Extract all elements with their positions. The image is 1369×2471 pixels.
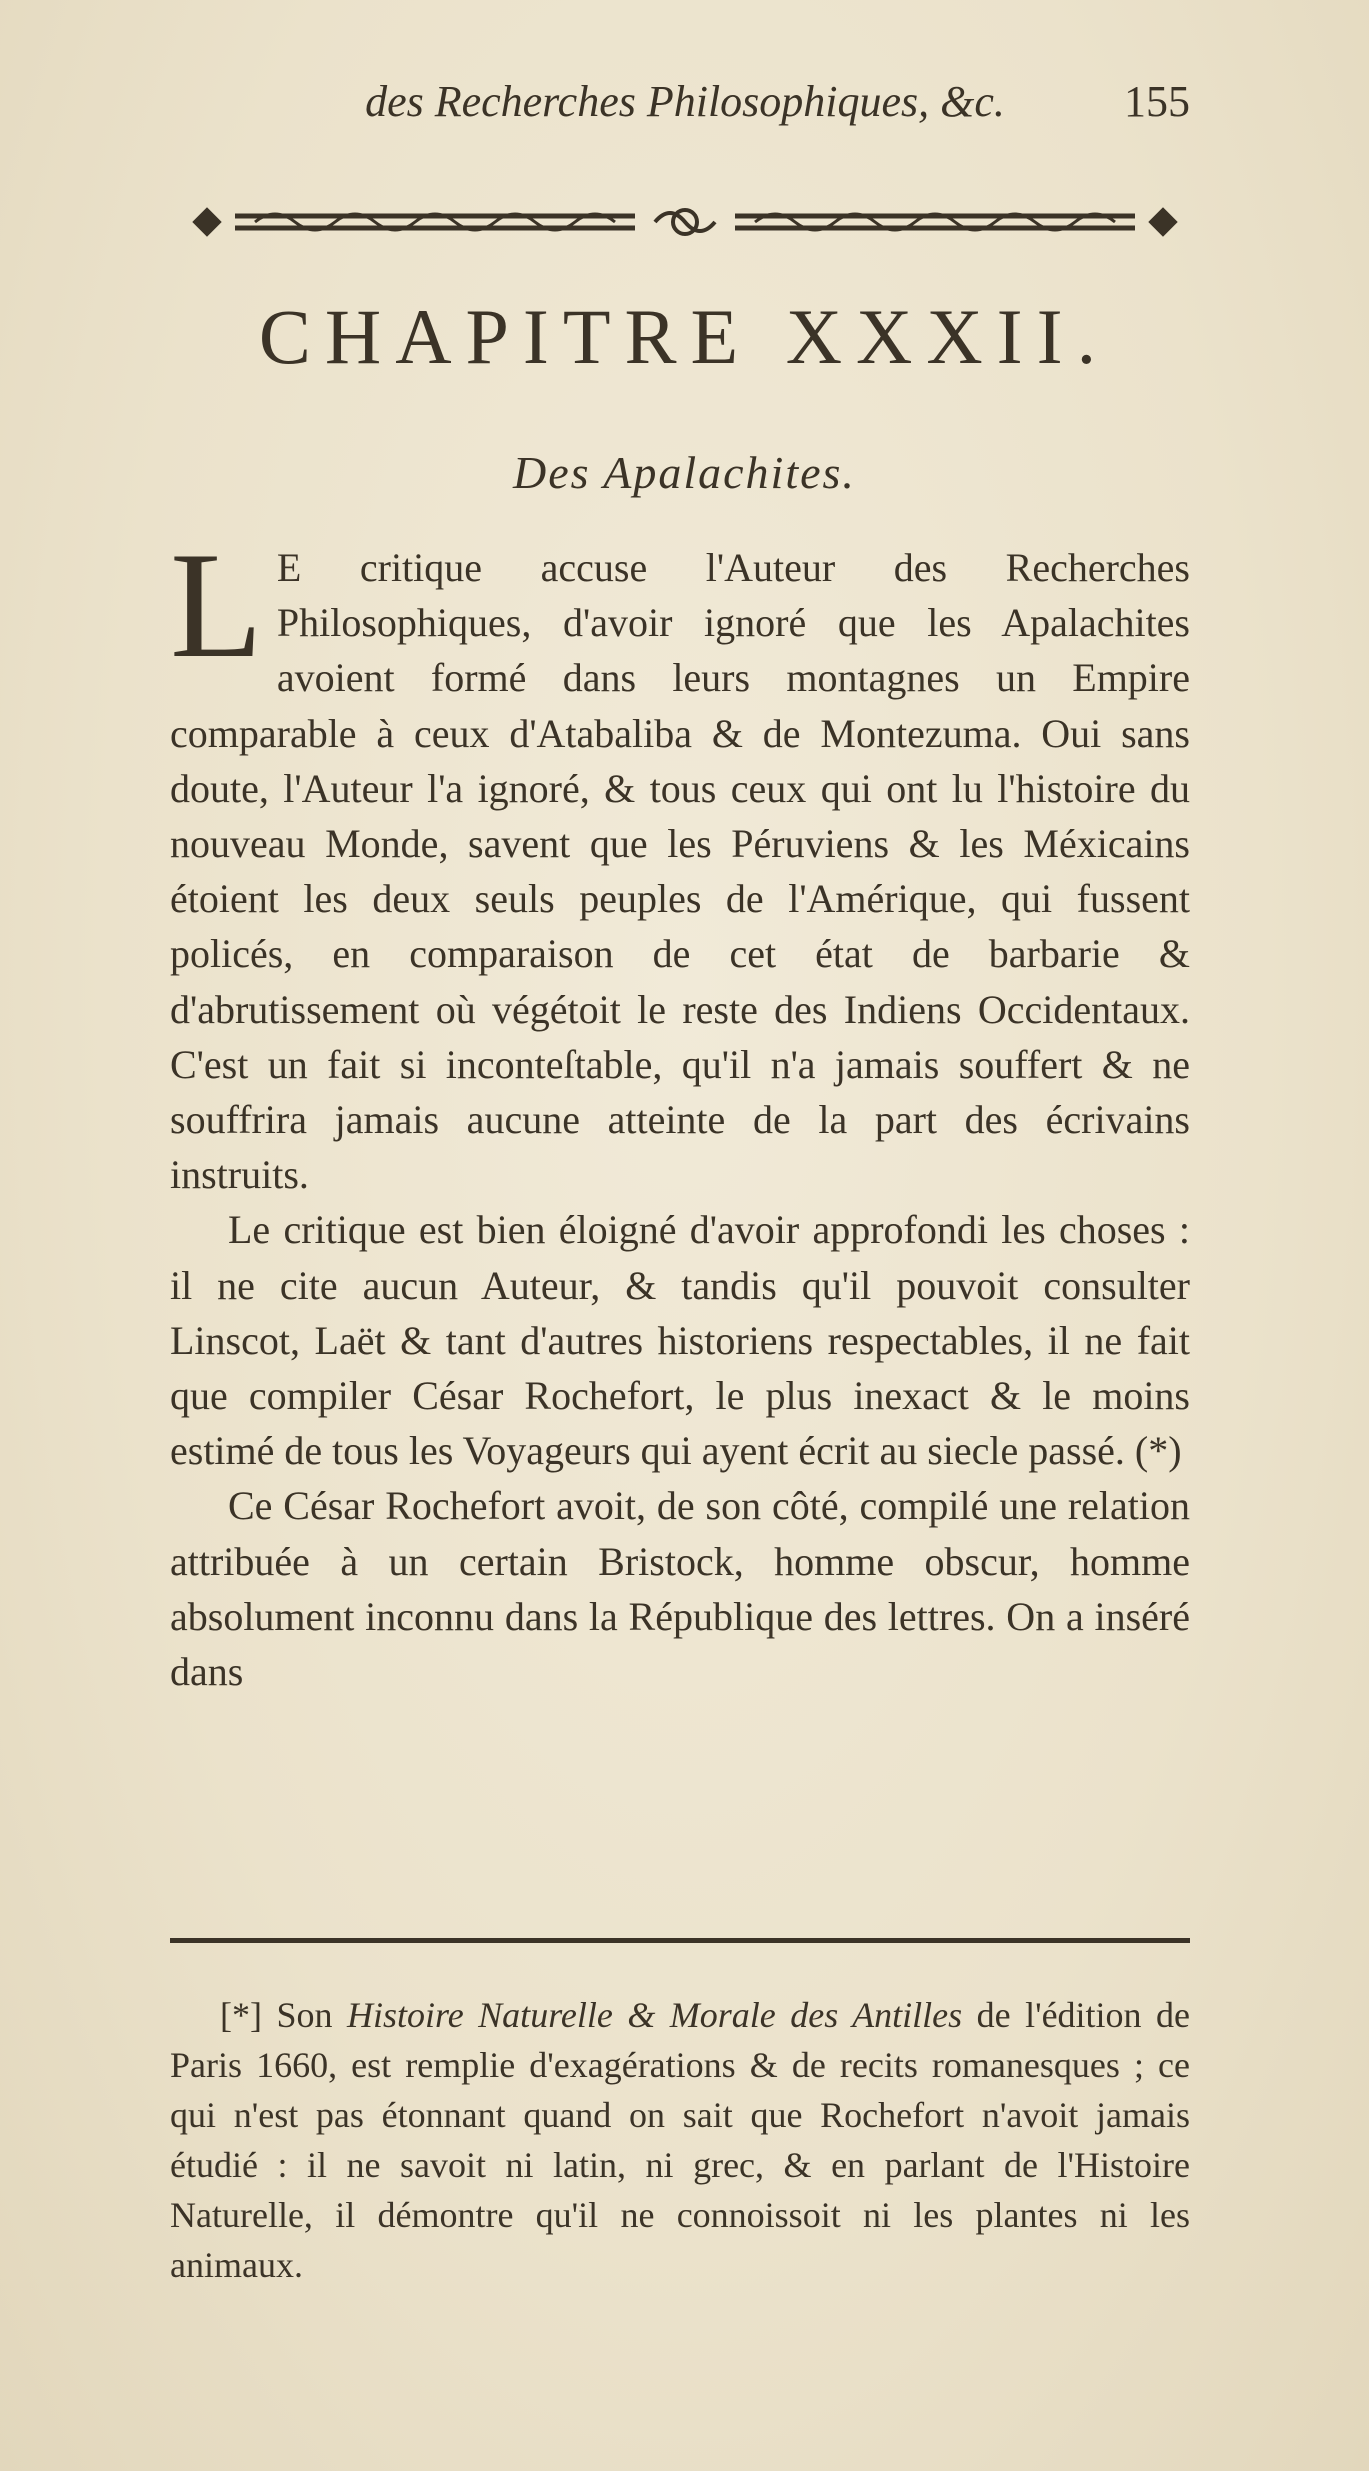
paragraph: Ce César Rochefort avoit, de son côté, compilé une relation attribuée à un certain Bristock, homme obscur, homme absolument inconnu dans la République des lettres. On a inséré dans [170, 1483, 1190, 1695]
chapter-subtitle: Des Apalachites. [513, 447, 856, 498]
paragraph: Le critique est bien éloigné d'avoir approfondi les choses : il ne cite aucun Auteur, & tandis qu'il pouvoit consulter Linscot, Laët & tant d'autres historiens respectables, il ne fait que compiler César Rochefort, le plus inexact & le moins estimé de tous les Voyageurs qui ayent écrit au siecle passé. (*) [170, 1207, 1190, 1474]
paragraph-text: E critique accuse l'Auteur des Recherches Philosophiques, d'avoir ignoré que les Apalachites avoient formé dans leurs montagnes un Empire comparable à ceux d'Atabaliba & de Montezuma. Oui sans doute, l'Auteur l'a ignoré, & tous ceux qui ont lu l'histoire du nouveau Monde, savent que les Péruviens & les Méxicains étoient les deux seuls peuples de l'Amérique, qui fussent policés, en comparaison de cet état de barbarie & d'abrutissement où végétoit le reste des Indiens Occidentaux. C'est un fait si inconteſtable, qu'il n'a jamais souffert & ne souffrira jamais aucune atteinte de la part des écrivains instruits. [170, 545, 1190, 1198]
footnote-rule [170, 1938, 1190, 1943]
footnote-title: Histoire Naturelle & Morale des Antilles [347, 1995, 963, 2035]
chapter-heading: CHAPITRE XXXII. [258, 293, 1111, 380]
drop-cap: L [170, 521, 263, 689]
footnote-text: de l'édition de Paris 1660, est remplie d'exagérations & de recits romanesques ; ce qui n'est pas étonnant quand on sait que Rochefort n'avoit jamais étudié : il ne savoit ni latin, ni grec, & en parlant de l'Histoire Naturelle, il démontre qu'il ne connoissoit ni les plantes ni les animaux. [170, 1995, 1191, 2285]
page-number: 155 [1124, 77, 1190, 126]
ornament-band-icon [185, 196, 1185, 248]
running-title: des Recherches Philosophiques, &c. [365, 77, 1005, 126]
footnote-marker: [*] [220, 1995, 262, 2035]
footnote-lead: Son [276, 1995, 333, 2035]
running-head [180, 72, 1190, 142]
footnote [170, 1990, 1190, 2290]
paragraph [170, 521, 1190, 1202]
body-text [170, 521, 1190, 1699]
